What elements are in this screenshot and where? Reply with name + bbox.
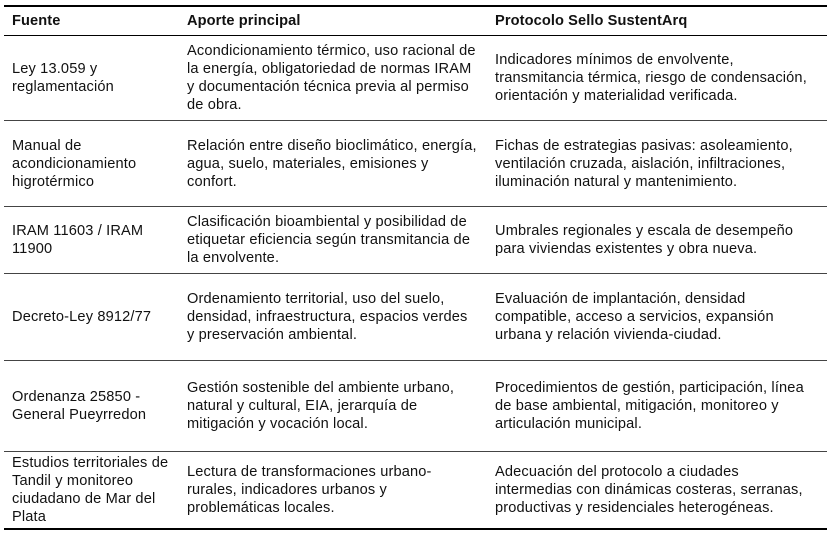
cell-protocolo: Adecuación del protocolo a ciudades intermedias con dinámicas costeras, serranas, productivas y residenciales heterogéneas. [487, 452, 827, 530]
cell-fuente: Decreto-Ley 8912/77 [4, 274, 179, 361]
cell-aporte: Relación entre diseño bioclimático, energía, agua, suelo, materiales, emisiones y confort. [179, 121, 487, 207]
cell-fuente: Ordenanza 25850 - General Pueyrredon [4, 361, 179, 452]
table-row [4, 121, 827, 207]
table-row [4, 361, 827, 452]
cell-protocolo: Indicadores mínimos de envolvente, transmitancia térmica, riesgo de condensación, orientación y materialidad verificada. [487, 36, 827, 121]
cell-fuente: IRAM 11603 / IRAM 11900 [4, 207, 179, 274]
header-fuente: Fuente [4, 6, 179, 36]
cell-fuente: Ley 13.059 y reglamentación [4, 36, 179, 121]
table-row [4, 452, 827, 530]
table-header [4, 6, 827, 36]
cell-fuente: Estudios territoriales de Tandil y monitoreo ciudadano de Mar del Plata [4, 452, 179, 530]
cell-aporte: Ordenamiento territorial, uso del suelo, densidad, infraestructura, espacios verdes y preservación ambiental. [179, 274, 487, 361]
cell-protocolo: Procedimientos de gestión, participación, línea de base ambiental, mitigación, monitoreo y articulación municipal. [487, 361, 827, 452]
cell-protocolo: Fichas de estrategias pasivas: asoleamiento, ventilación cruzada, aislación, infiltraciones, iluminación natural y mantenimiento. [487, 121, 827, 207]
header-aporte-principal: Aporte principal [179, 6, 487, 36]
header-row [4, 6, 827, 36]
cell-protocolo: Umbrales regionales y escala de desempeño para viviendas existentes y obra nueva. [487, 207, 827, 274]
cell-aporte: Clasificación bioambiental y posibilidad de etiquetar eficiencia según transmitancia de la envolvente. [179, 207, 487, 274]
table-row [4, 36, 827, 121]
header-protocolo: Protocolo Sello SustentArq [487, 6, 827, 36]
top-edge [0, 0, 831, 4]
table-body [4, 36, 827, 530]
table-row [4, 274, 827, 361]
sources-table [4, 5, 827, 530]
cell-protocolo: Evaluación de implantación, densidad compatible, acceso a servicios, expansión urbana y relación vivienda-ciudad. [487, 274, 827, 361]
cell-aporte: Gestión sostenible del ambiente urbano, natural y cultural, EIA, jerarquía de mitigación y vocación local. [179, 361, 487, 452]
table-row [4, 207, 827, 274]
cell-fuente: Manual de acondicionamiento higrotérmico [4, 121, 179, 207]
cell-aporte: Lectura de transformaciones urbano-rurales, indicadores urbanos y problemáticas locales. [179, 452, 487, 530]
cell-aporte: Acondicionamiento térmico, uso racional de la energía, obligatoriedad de normas IRAM y documentación técnica previa al permiso de obra. [179, 36, 487, 121]
